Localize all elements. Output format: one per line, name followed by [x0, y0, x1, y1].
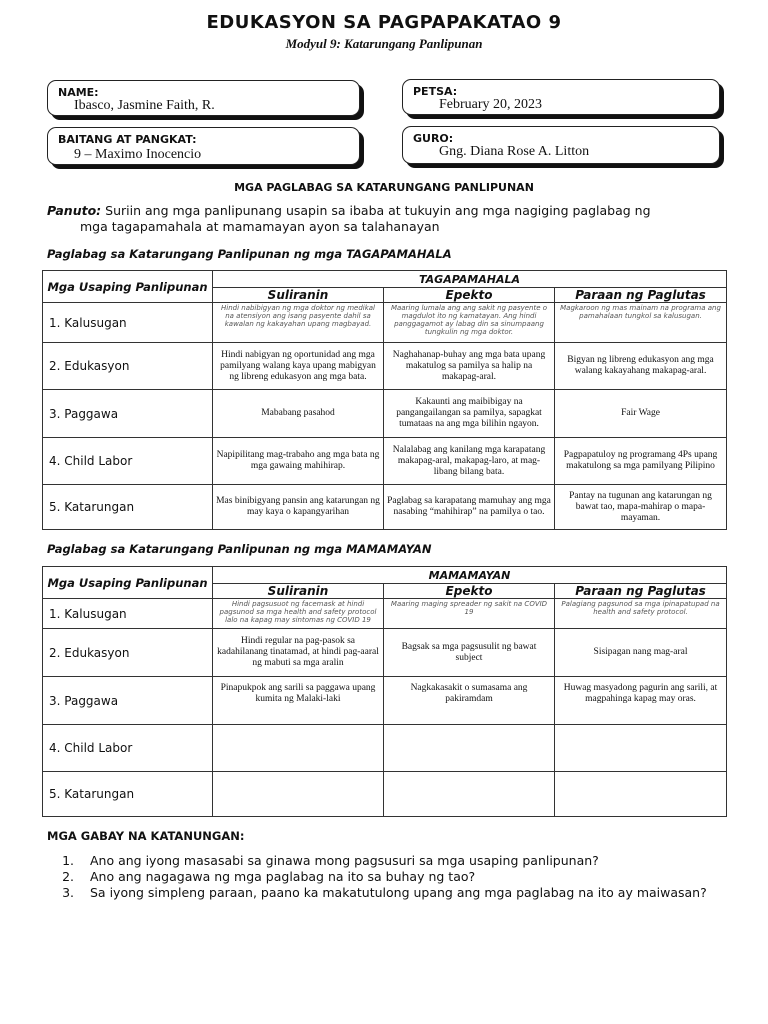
epekto-cell: Paglabag sa karapatang mamuhay ang mga nasabing “mahihirap” na pamilya o tao.: [384, 485, 555, 530]
panuto-label: Panuto:: [47, 203, 102, 218]
suliranin-cell: Hindi regular na pag-pasok sa kadahilanang tinatamad, at hindi pag-aaral ng mabuti sa mga aralin: [213, 629, 384, 677]
epekto-header: Epekto: [384, 288, 555, 303]
issue-cell: 5. Katarungan: [43, 772, 213, 817]
epekto-cell: Maaring lumala ang ang sakit ng pasyente o magdulot ito ng kamatayan. Ang hindi panggagamot ay labag din sa sinumpaang tungkulin ng mga doktor.: [384, 303, 555, 343]
table-row: [43, 725, 727, 772]
guro-value: Gng. Diana Rose A. Litton: [439, 144, 590, 159]
guro-label: GURO:: [413, 132, 454, 145]
group-header: MAMAMAYAN: [213, 567, 727, 584]
page-title: EDUKASYON SA PAGPAPAKATAO 9: [206, 12, 562, 33]
panuto-line-1: Suriin ang mga panlipunang usapin sa ibaba at tukuyin ang mga nagiging paglabag ng: [105, 203, 651, 218]
paraan-cell: [555, 772, 727, 817]
petsa-box: [402, 79, 720, 115]
paraan-cell: Fair Wage: [555, 390, 727, 438]
table-mamamayan-heading: Paglabag sa Katarungang Panlipunan ng mga MAMAMAYAN: [47, 542, 432, 556]
table-row: [43, 677, 727, 725]
paraan-cell: Bigyan ng libreng edukasyon ang mga walang kakayahang makapag-aral.: [555, 343, 727, 390]
epekto-cell: Naghahanap-buhay ang mga bata upang makatulog sa pamilya sa halip na makapag-aral.: [384, 343, 555, 390]
issue-cell: 2. Edukasyon: [43, 629, 213, 677]
paraan-cell: Sisipagan nang mag-aral: [555, 629, 727, 677]
table-row: [43, 438, 727, 485]
issue-column-header: Mga Usaping Panlipunan: [43, 271, 213, 303]
table-tagapamahala-heading: Paglabag sa Katarungang Panlipunan ng mga TAGAPAMAHALA: [47, 247, 452, 261]
table-mamamayan: [42, 566, 727, 817]
baitang-label: BAITANG AT PANGKAT:: [58, 133, 197, 146]
petsa-label: PETSA:: [413, 85, 458, 98]
panuto-line-2: mga tagapamahala at mamamayan ayon sa talahanayan: [80, 219, 440, 234]
paraan-cell: Huwag masyadong pagurin ang sarili, at magpahinga kapag may oras.: [555, 677, 727, 725]
table-tagapamahala: [42, 270, 727, 530]
paraan-cell: Palagiang pagsunod sa mga ipinapatupad na health and safety protocol.: [555, 599, 727, 629]
list-item: 3. Sa iyong simpleng paraan, paano ka makatutulong upang ang mga paglabag na ito ay maiwasan?: [78, 885, 738, 901]
gabay-questions: [47, 853, 738, 901]
petsa-value: February 20, 2023: [439, 97, 543, 112]
module-subtitle: Modyul 9: Katarungang Panlipunan: [285, 36, 483, 51]
paraan-header: Paraan ng Paglutas: [555, 584, 727, 599]
epekto-header: Epekto: [384, 584, 555, 599]
epekto-cell: [384, 772, 555, 817]
suliranin-cell: Hindi pagsusuot ng facemask at hindi pagsunod sa mga health and safety protocol lalo na kapag may sintomas ng COVID 19: [213, 599, 384, 629]
list-item: 2. Ano ang nagagawa ng mga paglabag na ito sa buhay ng tao?: [78, 869, 738, 885]
name-label: NAME:: [58, 86, 99, 99]
table-row: [43, 629, 727, 677]
suliranin-cell: Hindi nabibigyan ng mga doktor ng medikal na atensiyon ang isang pasyente dahil sa kawalan ng kakayahan upang magbayad.: [213, 303, 384, 343]
suliranin-cell: Mas binibigyang pansin ang katarungan ng may kaya o kapangyarihan: [213, 485, 384, 530]
issue-column-header: Mga Usaping Panlipunan: [43, 567, 213, 599]
issue-cell: 4. Child Labor: [43, 438, 213, 485]
epekto-cell: Bagsak sa mga pagsusulit ng bawat subject: [384, 629, 555, 677]
table-row: [43, 343, 727, 390]
suliranin-cell: Napipilitang mag-trabaho ang mga bata ng mga gawaing mahihirap.: [213, 438, 384, 485]
section-title: MGA PAGLABAG SA KATARUNGANG PANLIPUNAN: [234, 181, 534, 194]
suliranin-cell: Hindi nabigyan ng oportunidad ang mga pamilyang walang kaya upang mabigyan ng libreng edukasyon ang mga bata.: [213, 343, 384, 390]
suliranin-header: Suliranin: [213, 584, 384, 599]
table-row: [43, 390, 727, 438]
issue-cell: 4. Child Labor: [43, 725, 213, 772]
paraan-cell: Pagpapatuloy ng programang 4Ps upang makatulong sa mga pamilyang Pilipino: [555, 438, 727, 485]
issue-cell: 5. Katarungan: [43, 485, 213, 530]
list-item: 1. Ano ang iyong masasabi sa ginawa mong pagsusuri sa mga usaping panlipunan?: [78, 853, 738, 869]
epekto-cell: Maaring maging spreader ng sakit na COVID 19: [384, 599, 555, 629]
table-row: [43, 303, 727, 343]
suliranin-cell: [213, 772, 384, 817]
suliranin-cell: Pinapukpok ang sarili sa paggawa upang kumita ng Malaki-laki: [213, 677, 384, 725]
issue-cell: 1. Kalusugan: [43, 303, 213, 343]
epekto-cell: Kakaunti ang maibibigay na pangangailangan sa pamilya, sapagkat tumataas na ang mga bilihin ngayon.: [384, 390, 555, 438]
instructions: [47, 203, 727, 235]
table-row: [43, 599, 727, 629]
issue-cell: 2. Edukasyon: [43, 343, 213, 390]
epekto-cell: Nagkakasakit o sumasama ang pakiramdam: [384, 677, 555, 725]
name-box: [47, 80, 360, 116]
baitang-box: [47, 127, 360, 165]
guro-box: [402, 126, 720, 164]
suliranin-cell: Mababang pasahod: [213, 390, 384, 438]
table-row: [43, 485, 727, 530]
epekto-cell: [384, 725, 555, 772]
group-header: TAGAPAMAHALA: [213, 271, 727, 288]
baitang-value: 9 – Maximo Inocencio: [74, 147, 202, 162]
name-value: Ibasco, Jasmine Faith, R.: [74, 98, 215, 113]
suliranin-header: Suliranin: [213, 288, 384, 303]
table-row: [43, 772, 727, 817]
issue-cell: 3. Paggawa: [43, 390, 213, 438]
paraan-cell: [555, 725, 727, 772]
issue-cell: 1. Kalusugan: [43, 599, 213, 629]
paraan-cell: Magkaroon ng mas mainam na programa ang pamahalaan tungkol sa kalusugan.: [555, 303, 727, 343]
suliranin-cell: [213, 725, 384, 772]
epekto-cell: Nalalabag ang kanilang mga karapatang makapag-aral, makapag-laro, at mag-libang bilang bata.: [384, 438, 555, 485]
gabay-heading: MGA GABAY NA KATANUNGAN:: [47, 829, 245, 843]
paraan-cell: Pantay na tugunan ang katarungan ng bawat tao, mapa-mahirap o mapa-mayaman.: [555, 485, 727, 530]
issue-cell: 3. Paggawa: [43, 677, 213, 725]
paraan-header: Paraan ng Paglutas: [555, 288, 727, 303]
